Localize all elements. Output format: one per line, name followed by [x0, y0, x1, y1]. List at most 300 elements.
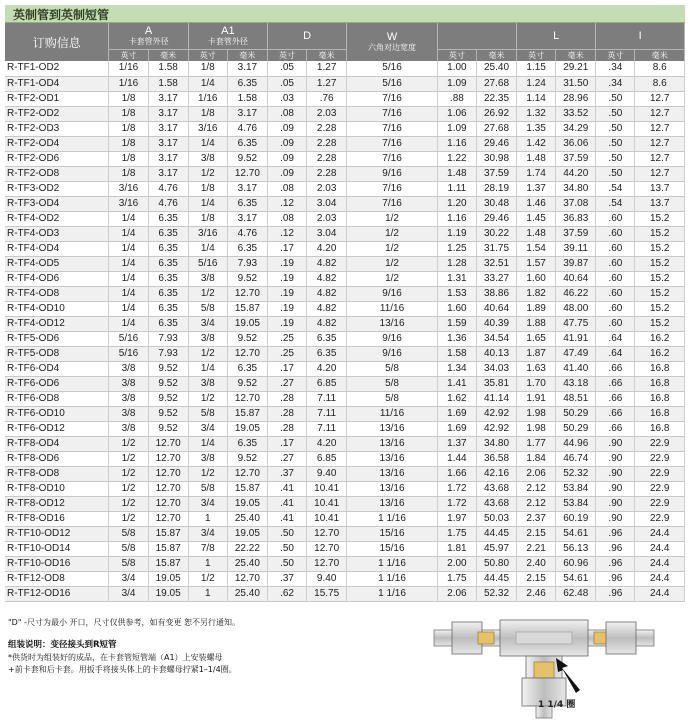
table-cell: 12.70 — [227, 466, 267, 481]
table-cell: 40.64 — [556, 271, 596, 286]
table-cell: 1.69 — [437, 421, 476, 436]
table-cell: .96 — [596, 526, 635, 541]
table-cell: 9/16 — [347, 166, 438, 181]
table-cell: 13/16 — [347, 496, 438, 511]
table-cell: 25.40 — [227, 556, 267, 571]
table-cell: 1.89 — [517, 301, 556, 316]
part-number-cell: R-TF8-OD6 — [5, 451, 109, 466]
table-cell: 1.58 — [437, 346, 476, 361]
table-cell: 19.05 — [227, 526, 267, 541]
table-cell: 44.45 — [476, 571, 516, 586]
table-cell: 9.52 — [227, 451, 267, 466]
header-col-l: L — [517, 23, 596, 49]
unit-mm: 毫米 — [227, 49, 267, 61]
table-cell: 1.82 — [517, 286, 556, 301]
table-cell: 9.52 — [148, 376, 188, 391]
table-cell: 1.66 — [437, 466, 476, 481]
table-cell: 31.75 — [476, 241, 516, 256]
table-cell: 1.72 — [437, 496, 476, 511]
unit-mm: 毫米 — [635, 49, 685, 61]
table-cell: 3/4 — [109, 586, 148, 601]
table-cell: 1.58 — [148, 61, 188, 76]
table-cell: 37.08 — [556, 196, 596, 211]
table-cell: 24.4 — [635, 571, 685, 586]
table-cell: 6.35 — [227, 436, 267, 451]
table-cell: 34.03 — [476, 361, 516, 376]
table-cell: 3.04 — [307, 196, 347, 211]
part-number-cell: R-TF4-OD10 — [5, 301, 109, 316]
table-cell: .76 — [307, 91, 347, 106]
table-cell: .64 — [596, 331, 635, 346]
table-cell: 12.7 — [635, 136, 685, 151]
table-cell: 32.51 — [476, 256, 516, 271]
table-cell: 2.28 — [307, 121, 347, 136]
table-cell: 24.4 — [635, 541, 685, 556]
table-cell: 44.96 — [556, 436, 596, 451]
table-cell: 9/16 — [347, 346, 438, 361]
table-cell: 33.27 — [476, 271, 516, 286]
table-cell: 6.35 — [227, 361, 267, 376]
table-cell: 1/4 — [109, 211, 148, 226]
table-cell: 34.29 — [556, 121, 596, 136]
table-cell: 3.17 — [227, 61, 267, 76]
table-cell: 1.25 — [437, 241, 476, 256]
table-cell: 12.70 — [227, 166, 267, 181]
table-cell: 7/16 — [347, 91, 438, 106]
table-cell: 9.52 — [227, 331, 267, 346]
table-cell: 7/8 — [188, 541, 227, 556]
table-cell: 7.11 — [307, 391, 347, 406]
table-cell: 9.40 — [307, 571, 347, 586]
table-cell: 5/16 — [347, 76, 438, 91]
table-row — [5, 196, 685, 211]
table-cell: 15.2 — [635, 226, 685, 241]
table-cell: 7/16 — [347, 196, 438, 211]
header-col-a: A 卡套管外径 — [109, 23, 188, 49]
table-cell: 1.88 — [517, 316, 556, 331]
table-cell: 40.39 — [476, 316, 516, 331]
table-cell: 1/8 — [188, 211, 227, 226]
table-cell: 3.17 — [227, 106, 267, 121]
table-cell: 1/2 — [109, 436, 148, 451]
table-cell: 5/8 — [188, 301, 227, 316]
table-cell: 46.22 — [556, 286, 596, 301]
table-cell: 1/16 — [109, 61, 148, 76]
table-cell: 12.7 — [635, 121, 685, 136]
table-cell: 1.11 — [437, 181, 476, 196]
part-number-cell: R-TF4-OD3 — [5, 226, 109, 241]
table-cell: 37.59 — [476, 166, 516, 181]
table-cell: .19 — [267, 301, 306, 316]
table-cell: 3.17 — [148, 121, 188, 136]
part-number-cell: R-TF4-OD5 — [5, 256, 109, 271]
table-cell: 45.97 — [476, 541, 516, 556]
table-cell: 25.40 — [227, 511, 267, 526]
part-number-cell: R-TF8-OD4 — [5, 436, 109, 451]
table-cell: 52.32 — [556, 466, 596, 481]
table-cell: 41.91 — [556, 331, 596, 346]
table-row — [5, 361, 685, 376]
table-cell: 44.20 — [556, 166, 596, 181]
table-cell: 33.52 — [556, 106, 596, 121]
table-cell: 12.7 — [635, 91, 685, 106]
table-cell: 37.59 — [556, 226, 596, 241]
table-cell: 1/2 — [347, 256, 438, 271]
table-cell: .05 — [267, 61, 306, 76]
table-cell: 1/2 — [347, 226, 438, 241]
table-cell: .08 — [267, 106, 306, 121]
table-cell: 1.91 — [517, 391, 556, 406]
table-cell: .50 — [596, 91, 635, 106]
table-cell: 10.41 — [307, 511, 347, 526]
part-number-cell: R-TF5-OD8 — [5, 346, 109, 361]
table-cell: 15.87 — [227, 481, 267, 496]
table-cell: 1.48 — [517, 226, 556, 241]
part-number-cell: R-TF6-OD12 — [5, 421, 109, 436]
table-row — [5, 346, 685, 361]
table-cell: 3/16 — [188, 226, 227, 241]
table-cell: 4.82 — [307, 316, 347, 331]
table-cell: .60 — [596, 211, 635, 226]
table-cell: .19 — [267, 271, 306, 286]
table-cell: 16.2 — [635, 346, 685, 361]
table-cell: 31.50 — [556, 76, 596, 91]
table-cell: 2.03 — [307, 106, 347, 121]
table-cell: 29.21 — [556, 61, 596, 76]
table-cell: 3/4 — [188, 316, 227, 331]
table-cell: .09 — [267, 151, 306, 166]
table-cell: 1/16 — [188, 91, 227, 106]
table-cell: 22.22 — [227, 541, 267, 556]
table-cell: 1.09 — [437, 121, 476, 136]
table-cell: 1.24 — [517, 76, 556, 91]
table-cell: 22.9 — [635, 511, 685, 526]
table-cell: 1.98 — [517, 406, 556, 421]
table-cell: 5/16 — [188, 256, 227, 271]
table-cell: 2.15 — [517, 571, 556, 586]
table-cell: .34 — [596, 61, 635, 76]
header-col-d: D — [267, 23, 346, 49]
table-cell: 25.40 — [476, 61, 516, 76]
table-row — [5, 511, 685, 526]
table-cell: 12.70 — [227, 346, 267, 361]
table-cell: 1/4 — [109, 316, 148, 331]
table-cell: 5/8 — [109, 556, 148, 571]
header-col-a1: A1 卡套管外径 — [188, 23, 267, 49]
table-row — [5, 241, 685, 256]
table-cell: 2.21 — [517, 541, 556, 556]
table-cell: 1/4 — [188, 436, 227, 451]
table-row — [5, 496, 685, 511]
title-bar — [5, 5, 685, 23]
part-number-cell: R-TF5-OD6 — [5, 331, 109, 346]
table-cell: .66 — [596, 376, 635, 391]
part-number-cell: R-TF2-OD1 — [5, 91, 109, 106]
table-cell: 50.80 — [476, 556, 516, 571]
table-cell: 4.76 — [227, 121, 267, 136]
table-cell: 1/4 — [109, 226, 148, 241]
table-cell: 44.45 — [476, 526, 516, 541]
table-cell: .66 — [596, 406, 635, 421]
table-cell: 5/8 — [109, 541, 148, 556]
table-cell: 1/8 — [109, 166, 148, 181]
table-cell: 16.8 — [635, 406, 685, 421]
table-cell: 3/8 — [188, 331, 227, 346]
table-cell: 1/8 — [109, 106, 148, 121]
table-cell: 41.14 — [476, 391, 516, 406]
table-cell: 13.7 — [635, 181, 685, 196]
table-cell: 24.4 — [635, 526, 685, 541]
table-cell: 13/16 — [347, 421, 438, 436]
table-cell: .09 — [267, 166, 306, 181]
table-cell: 53.84 — [556, 481, 596, 496]
table-cell: .28 — [267, 391, 306, 406]
table-cell: 1.15 — [517, 61, 556, 76]
table-cell: 5/8 — [347, 391, 438, 406]
table-cell: 6.85 — [307, 376, 347, 391]
table-cell: 3/4 — [188, 421, 227, 436]
table-cell: 30.48 — [476, 196, 516, 211]
table-cell: 60.96 — [556, 556, 596, 571]
part-number-cell: R-TF1-OD2 — [5, 61, 109, 76]
table-row — [5, 181, 685, 196]
table-cell: 3/4 — [109, 571, 148, 586]
table-cell: .50 — [596, 121, 635, 136]
table-cell: 3/16 — [188, 121, 227, 136]
spec-table — [5, 23, 685, 602]
table-cell: 12.70 — [148, 451, 188, 466]
table-row — [5, 406, 685, 421]
table-cell: 16.8 — [635, 376, 685, 391]
table-row — [5, 571, 685, 586]
table-body — [5, 61, 685, 601]
table-cell: 12.70 — [227, 391, 267, 406]
table-cell: .96 — [596, 586, 635, 601]
table-cell: 1.72 — [437, 481, 476, 496]
table-cell: 35.81 — [476, 376, 516, 391]
table-cell: 1.06 — [437, 106, 476, 121]
table-cell: 12.70 — [307, 541, 347, 556]
table-cell: 1/4 — [109, 271, 148, 286]
table-cell: 4.82 — [307, 301, 347, 316]
table-cell: 1.81 — [437, 541, 476, 556]
table-cell: 50.29 — [556, 421, 596, 436]
table-cell: 5/8 — [347, 376, 438, 391]
table-cell: 13/16 — [347, 466, 438, 481]
table-row — [5, 151, 685, 166]
table-cell: 1.48 — [437, 166, 476, 181]
table-cell: 2.12 — [517, 481, 556, 496]
table-cell: 6.35 — [148, 301, 188, 316]
part-number-cell: R-TF6-OD8 — [5, 391, 109, 406]
table-cell: .90 — [596, 511, 635, 526]
table-cell: 1.14 — [517, 91, 556, 106]
table-cell: .50 — [596, 106, 635, 121]
table-cell: .37 — [267, 466, 306, 481]
table-cell: 1/4 — [188, 136, 227, 151]
table-cell: 13/16 — [347, 481, 438, 496]
table-cell: 1.28 — [437, 256, 476, 271]
unit-mm: 毫米 — [307, 49, 347, 61]
table-cell: 12.7 — [635, 151, 685, 166]
table-cell: .50 — [267, 541, 306, 556]
table-cell: 5/8 — [188, 406, 227, 421]
table-cell: 1.58 — [227, 91, 267, 106]
table-cell: 16.8 — [635, 361, 685, 376]
table-cell: 13/16 — [347, 436, 438, 451]
table-cell: 7/16 — [347, 121, 438, 136]
table-cell: 3/8 — [109, 361, 148, 376]
table-cell: .12 — [267, 196, 306, 211]
table-cell: 1.20 — [437, 196, 476, 211]
table-cell: 3/8 — [188, 451, 227, 466]
table-cell: 1/8 — [188, 181, 227, 196]
table-row — [5, 106, 685, 121]
table-cell: 15.2 — [635, 241, 685, 256]
table-row — [5, 211, 685, 226]
table-cell: 1/8 — [188, 106, 227, 121]
table-cell: 39.87 — [556, 256, 596, 271]
table-cell: .66 — [596, 391, 635, 406]
table-cell: 12.70 — [148, 481, 188, 496]
table-cell: 1.00 — [437, 61, 476, 76]
table-cell: 1.46 — [517, 196, 556, 211]
table-cell: .28 — [267, 406, 306, 421]
table-cell: .17 — [267, 241, 306, 256]
table-cell: 1/2 — [109, 511, 148, 526]
table-cell: 15/16 — [347, 541, 438, 556]
table-cell: 13.7 — [635, 196, 685, 211]
table-cell: 1/4 — [188, 241, 227, 256]
part-number-cell: R-TF2-OD6 — [5, 151, 109, 166]
table-cell: 6.35 — [148, 226, 188, 241]
table-cell: 25.40 — [227, 586, 267, 601]
table-cell: 40.13 — [476, 346, 516, 361]
table-cell: 1.53 — [437, 286, 476, 301]
table-cell: 1.09 — [437, 76, 476, 91]
table-cell: .41 — [267, 511, 306, 526]
part-number-cell: R-TF4-OD2 — [5, 211, 109, 226]
table-cell: 1/4 — [188, 76, 227, 91]
table-cell: 47.75 — [556, 316, 596, 331]
table-cell: 1 — [188, 556, 227, 571]
table-cell: 3/16 — [109, 181, 148, 196]
table-cell: 42.92 — [476, 421, 516, 436]
table-cell: 22.9 — [635, 451, 685, 466]
table-cell: 9/16 — [347, 331, 438, 346]
dimension-note: "D" -尺寸为最小 开口，尺寸仅供参考，如有变更 恕不另行通知。 — [8, 618, 241, 627]
table-cell: 1.60 — [517, 271, 556, 286]
table-cell: 15.87 — [148, 541, 188, 556]
table-cell: 50.03 — [476, 511, 516, 526]
table-cell: .54 — [596, 196, 635, 211]
table-cell: 3/8 — [188, 376, 227, 391]
table-cell: 41.40 — [556, 361, 596, 376]
table-cell: 1/8 — [109, 121, 148, 136]
table-cell: .90 — [596, 496, 635, 511]
part-number-cell: R-TF8-OD8 — [5, 466, 109, 481]
table-cell: 26.92 — [476, 106, 516, 121]
table-cell: 27.68 — [476, 76, 516, 91]
table-cell: 39.11 — [556, 241, 596, 256]
table-cell: .09 — [267, 136, 306, 151]
table-cell: 52.32 — [476, 586, 516, 601]
table-cell: 9.52 — [227, 151, 267, 166]
table-cell: 9.52 — [148, 406, 188, 421]
part-number-cell: R-TF8-OD10 — [5, 481, 109, 496]
table-cell: 28.96 — [556, 91, 596, 106]
table-cell: 1/4 — [109, 286, 148, 301]
table-cell: .05 — [267, 76, 306, 91]
table-cell: 1/2 — [188, 346, 227, 361]
table-cell: 13/16 — [347, 451, 438, 466]
table-row — [5, 466, 685, 481]
table-cell: 7/16 — [347, 151, 438, 166]
table-cell: .25 — [267, 346, 306, 361]
table-cell: 15.2 — [635, 286, 685, 301]
part-number-cell: R-TF8-OD12 — [5, 496, 109, 511]
table-cell: 12.70 — [307, 526, 347, 541]
part-number-cell: R-TF10-OD12 — [5, 526, 109, 541]
table-cell: 4.82 — [307, 271, 347, 286]
table-cell: 12.70 — [148, 511, 188, 526]
table-cell: 1.97 — [437, 511, 476, 526]
table-cell: 1/2 — [188, 286, 227, 301]
table-cell: 11/16 — [347, 406, 438, 421]
part-number-cell: R-TF2-OD2 — [5, 106, 109, 121]
table-cell: 1/2 — [109, 481, 148, 496]
table-cell: 6.35 — [148, 286, 188, 301]
table-cell: 47.49 — [556, 346, 596, 361]
table-cell: .60 — [596, 241, 635, 256]
table-row — [5, 316, 685, 331]
table-cell: .62 — [267, 586, 306, 601]
table-cell: 46.74 — [556, 451, 596, 466]
part-number-cell: R-TF4-OD4 — [5, 241, 109, 256]
table-cell: 1.98 — [517, 421, 556, 436]
table-cell: 1.63 — [517, 361, 556, 376]
table-cell: .50 — [596, 166, 635, 181]
table-cell: 8.6 — [635, 76, 685, 91]
table-cell: 36.06 — [556, 136, 596, 151]
table-cell: 1.57 — [517, 256, 556, 271]
table-cell: 1.31 — [437, 271, 476, 286]
table-cell: 16.8 — [635, 391, 685, 406]
table-cell: 19.05 — [227, 496, 267, 511]
table-cell: 54.61 — [556, 571, 596, 586]
table-cell: 6.35 — [227, 76, 267, 91]
table-cell: .50 — [267, 526, 306, 541]
table-cell: 42.92 — [476, 406, 516, 421]
table-cell: 22.9 — [635, 496, 685, 511]
table-cell: 1/4 — [188, 196, 227, 211]
table-cell: 4.76 — [227, 226, 267, 241]
table-cell: 8.6 — [635, 61, 685, 76]
table-cell: 3.17 — [148, 151, 188, 166]
table-row — [5, 391, 685, 406]
table-cell: 22.35 — [476, 91, 516, 106]
table-cell: 12.70 — [227, 571, 267, 586]
table-row — [5, 271, 685, 286]
table-cell: 2.28 — [307, 166, 347, 181]
table-cell: 2.06 — [437, 586, 476, 601]
table-cell: 9/16 — [347, 286, 438, 301]
table-cell: 56.13 — [556, 541, 596, 556]
table-cell: 6.35 — [148, 241, 188, 256]
table-cell: 2.15 — [517, 526, 556, 541]
table-row — [5, 436, 685, 451]
part-number-cell: R-TF6-OD10 — [5, 406, 109, 421]
